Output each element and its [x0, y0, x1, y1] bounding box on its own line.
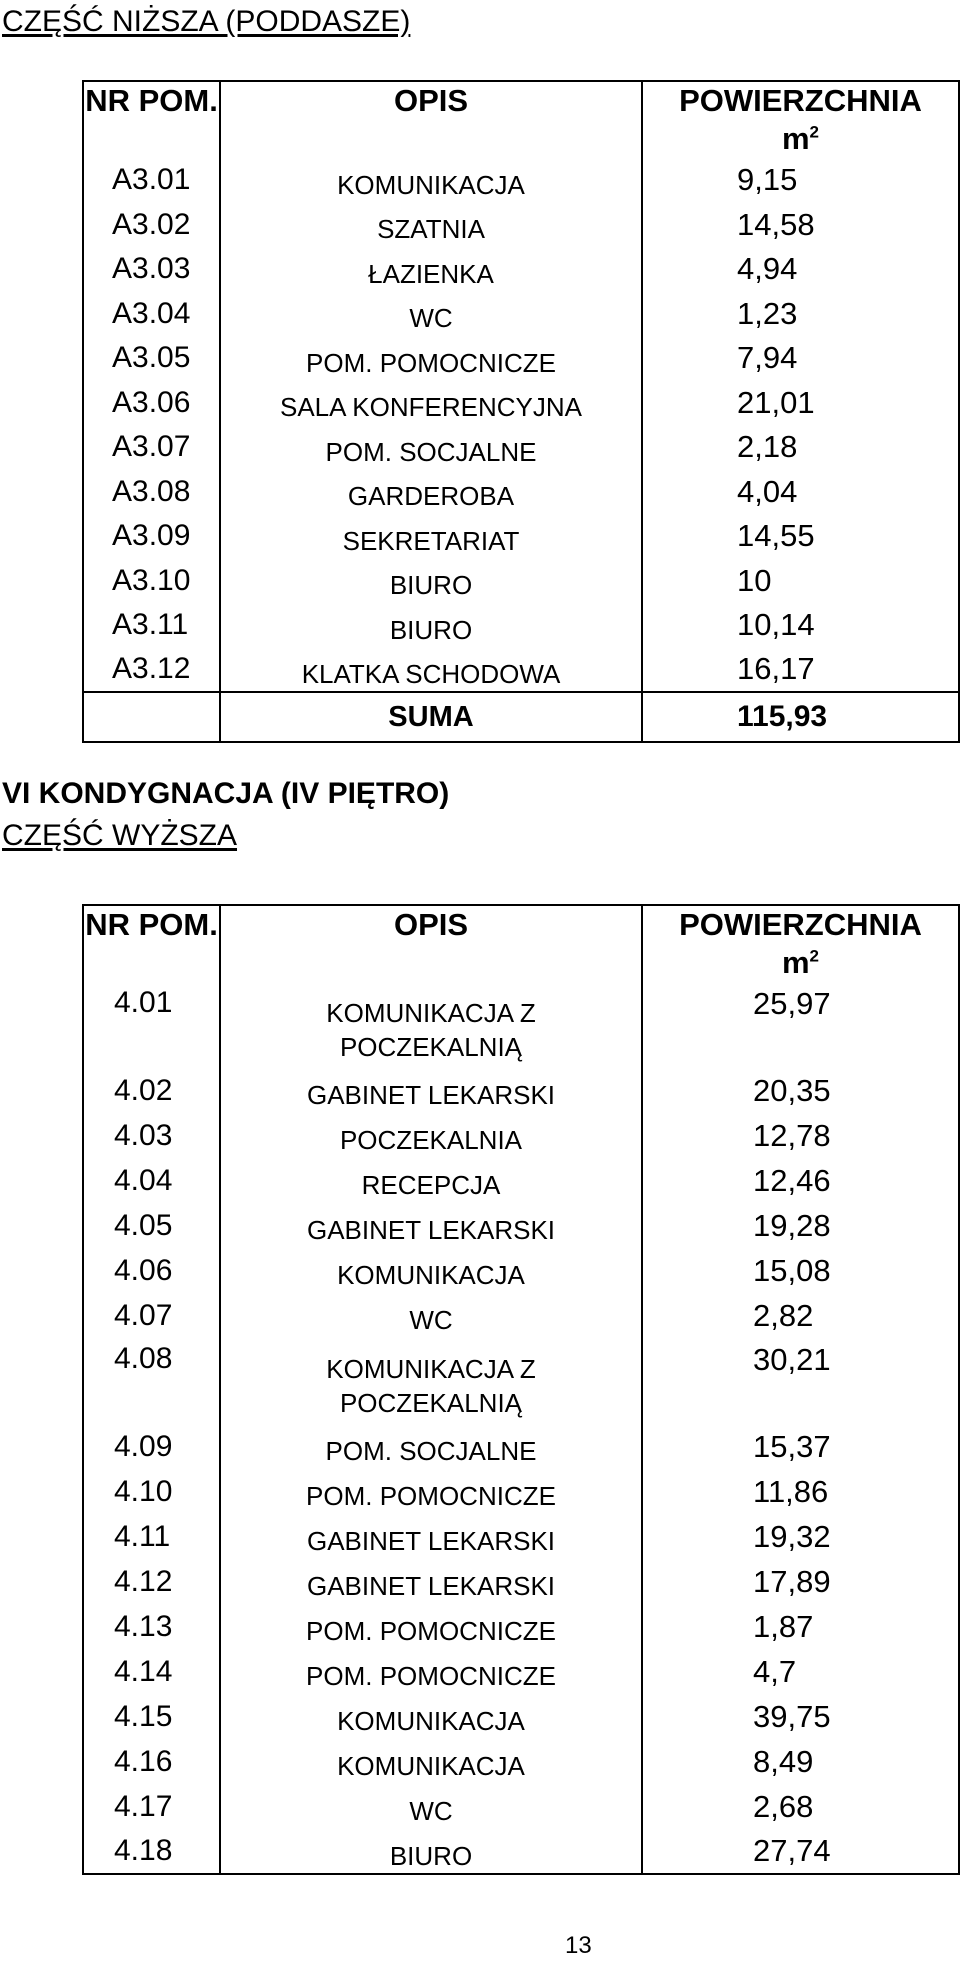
room-description: POM. POMOCNICZE — [220, 1604, 642, 1649]
room-description: KLATKA SCHODOWA — [220, 648, 642, 693]
table-row — [83, 1203, 959, 1248]
room-area: 19,32 — [753, 1518, 831, 1554]
room-area: 30,21 — [753, 1342, 831, 1377]
room-description-line: POCZEKALNIĄ — [339, 1032, 523, 1062]
table-row — [83, 336, 959, 381]
room-number: 4.14 — [83, 1649, 220, 1694]
room-area: 2,68 — [753, 1788, 814, 1824]
table-row — [83, 1784, 959, 1829]
room-area: 12,78 — [753, 1117, 831, 1153]
room-number: A3.08 — [83, 470, 220, 515]
room-area: 4,7 — [753, 1653, 797, 1689]
room-area: 10 — [737, 562, 772, 598]
room-number: 4.06 — [83, 1248, 220, 1293]
room-number: 4.11 — [83, 1514, 220, 1559]
room-description: GABINET LEKARSKI — [220, 1068, 642, 1113]
room-area: 2,18 — [737, 429, 798, 465]
room-number: 4.09 — [83, 1424, 220, 1469]
table-row — [83, 158, 959, 203]
room-area: 9,15 — [737, 162, 798, 198]
room-description: POM. POMOCNICZE — [220, 1649, 642, 1694]
sum-empty-cell — [83, 692, 220, 742]
section-title-lower: CZĘŚĆ NIŻSZA (PODDASZE) — [2, 5, 411, 38]
header-opis: OPIS — [220, 905, 642, 982]
header-opis: OPIS — [220, 81, 642, 158]
room-description: KOMUNIKACJA — [220, 1694, 642, 1739]
room-description: RECEPCJA — [220, 1158, 642, 1203]
table-row — [83, 381, 959, 426]
room-description-line: POCZEKALNIĄ — [339, 1388, 523, 1418]
table-row — [83, 247, 959, 292]
room-number: 4.03 — [83, 1113, 220, 1158]
room-description: POM. POMOCNICZE — [220, 336, 642, 381]
room-number: A3.06 — [83, 381, 220, 426]
header-pow — [642, 81, 959, 158]
room-area: 1,87 — [753, 1608, 814, 1644]
room-area: 2,82 — [753, 1297, 814, 1333]
room-number: A3.12 — [83, 648, 220, 693]
room-description: SALA KONFERENCYJNA — [220, 381, 642, 426]
table-row — [83, 1293, 959, 1338]
section-subtitle-upper: CZĘŚĆ WYŻSZA — [2, 819, 238, 852]
room-area: 39,75 — [753, 1698, 831, 1734]
room-area: 14,58 — [737, 206, 815, 242]
room-number: 4.17 — [83, 1784, 220, 1829]
page-number: 13 — [565, 1932, 592, 1959]
room-number: 4.12 — [83, 1559, 220, 1604]
room-number: 4.07 — [83, 1293, 220, 1338]
room-description: POM. SOCJALNE — [220, 1424, 642, 1469]
room-area: 11,86 — [753, 1473, 829, 1509]
room-area: 14,55 — [737, 518, 815, 554]
room-area: 15,08 — [753, 1252, 831, 1288]
section-title-floor: VI KONDYGNACJA (IV PIĘTRO) — [2, 777, 450, 810]
room-description — [220, 982, 642, 1068]
room-number: A3.03 — [83, 247, 220, 292]
table-row — [83, 1649, 959, 1694]
room-number: A3.02 — [83, 203, 220, 248]
room-description: ŁAZIENKA — [220, 247, 642, 292]
header-pow-label: POWIERZCHNIA — [679, 83, 922, 118]
room-area: 15,37 — [753, 1428, 831, 1464]
room-area: 1,23 — [737, 295, 798, 331]
room-number: 4.10 — [83, 1469, 220, 1514]
table-header — [83, 905, 959, 982]
room-description: WC — [220, 1293, 642, 1338]
table-row — [83, 1158, 959, 1203]
room-description: SEKRETARIAT — [220, 514, 642, 559]
room-description: KOMUNIKACJA — [220, 158, 642, 203]
table-row — [83, 292, 959, 337]
table-row — [83, 1113, 959, 1158]
room-number: 4.16 — [83, 1739, 220, 1784]
table-row — [83, 470, 959, 515]
room-number: 4.02 — [83, 1068, 220, 1113]
room-number: A3.05 — [83, 336, 220, 381]
table-row — [83, 559, 959, 604]
table-row — [83, 1514, 959, 1559]
room-description — [220, 1338, 642, 1424]
room-number: 4.13 — [83, 1604, 220, 1649]
room-area: 27,74 — [753, 1833, 831, 1868]
room-area: 19,28 — [753, 1207, 831, 1243]
room-description-line: KOMUNIKACJA Z — [326, 998, 536, 1028]
room-number: A3.10 — [83, 559, 220, 604]
room-description: KOMUNIKACJA — [220, 1739, 642, 1784]
room-number: A3.09 — [83, 514, 220, 559]
header-pow-unit: $m^2$ — [781, 945, 820, 980]
room-number: A3.07 — [83, 425, 220, 470]
table-row — [83, 425, 959, 470]
room-number: 4.04 — [83, 1158, 220, 1203]
room-area: 21,01 — [737, 384, 815, 420]
room-description-line: KOMUNIKACJA Z — [326, 1354, 536, 1384]
table-row — [83, 603, 959, 648]
table-row — [83, 1469, 959, 1514]
sum-row — [83, 692, 959, 742]
table-row — [83, 1739, 959, 1784]
room-number: A3.04 — [83, 292, 220, 337]
room-area: 10,14 — [737, 607, 815, 643]
room-area: 17,89 — [753, 1563, 831, 1599]
table-row — [83, 1604, 959, 1649]
room-description: POM. SOCJALNE — [220, 425, 642, 470]
header-nr: NR POM. — [83, 81, 220, 158]
sum-value: 115,93 — [642, 692, 959, 742]
table-row — [83, 1829, 959, 1874]
table-row — [83, 1424, 959, 1469]
header-nr: NR POM. — [83, 905, 220, 982]
room-description: GABINET LEKARSKI — [220, 1514, 642, 1559]
table-row — [83, 982, 959, 1068]
room-description: BIURO — [220, 559, 642, 604]
room-area: 7,94 — [737, 340, 798, 376]
header-pow-label: POWIERZCHNIA — [679, 907, 922, 942]
room-description: GABINET LEKARSKI — [220, 1203, 642, 1248]
room-description: WC — [220, 1784, 642, 1829]
table-row — [83, 203, 959, 248]
room-area: 4,94 — [737, 251, 798, 287]
room-area: 4,04 — [737, 473, 798, 509]
room-number: 4.18 — [83, 1829, 220, 1874]
room-area: 16,17 — [737, 651, 815, 687]
header-pow-unit: $m^2$ — [781, 121, 820, 156]
room-table-upper — [82, 904, 960, 1875]
room-number: A3.01 — [83, 158, 220, 203]
table-header — [83, 81, 959, 158]
room-description: BIURO — [220, 1829, 642, 1874]
room-description: GARDEROBA — [220, 470, 642, 515]
room-description: BIURO — [220, 603, 642, 648]
room-description: WC — [220, 292, 642, 337]
room-area: 25,97 — [753, 986, 831, 1021]
table-row — [83, 648, 959, 693]
room-number: 4.01 — [83, 982, 220, 1068]
room-description: KOMUNIKACJA — [220, 1248, 642, 1293]
room-number: A3.11 — [83, 603, 220, 648]
room-area: 12,46 — [753, 1162, 831, 1198]
room-number: 4.08 — [83, 1338, 220, 1424]
room-description: POM. POMOCNICZE — [220, 1469, 642, 1514]
room-description: SZATNIA — [220, 203, 642, 248]
table-row — [83, 514, 959, 559]
room-area: 8,49 — [753, 1743, 814, 1779]
room-table-lower — [82, 80, 960, 743]
room-area: 20,35 — [753, 1072, 831, 1108]
sum-label: SUMA — [220, 692, 642, 742]
room-number: 4.15 — [83, 1694, 220, 1739]
room-description: POCZEKALNIA — [220, 1113, 642, 1158]
room-number: 4.05 — [83, 1203, 220, 1248]
room-description: GABINET LEKARSKI — [220, 1559, 642, 1604]
table-row — [83, 1068, 959, 1113]
table-row — [83, 1559, 959, 1604]
table-row — [83, 1694, 959, 1739]
header-pow — [642, 905, 959, 982]
table-row — [83, 1248, 959, 1293]
table-row — [83, 1338, 959, 1424]
